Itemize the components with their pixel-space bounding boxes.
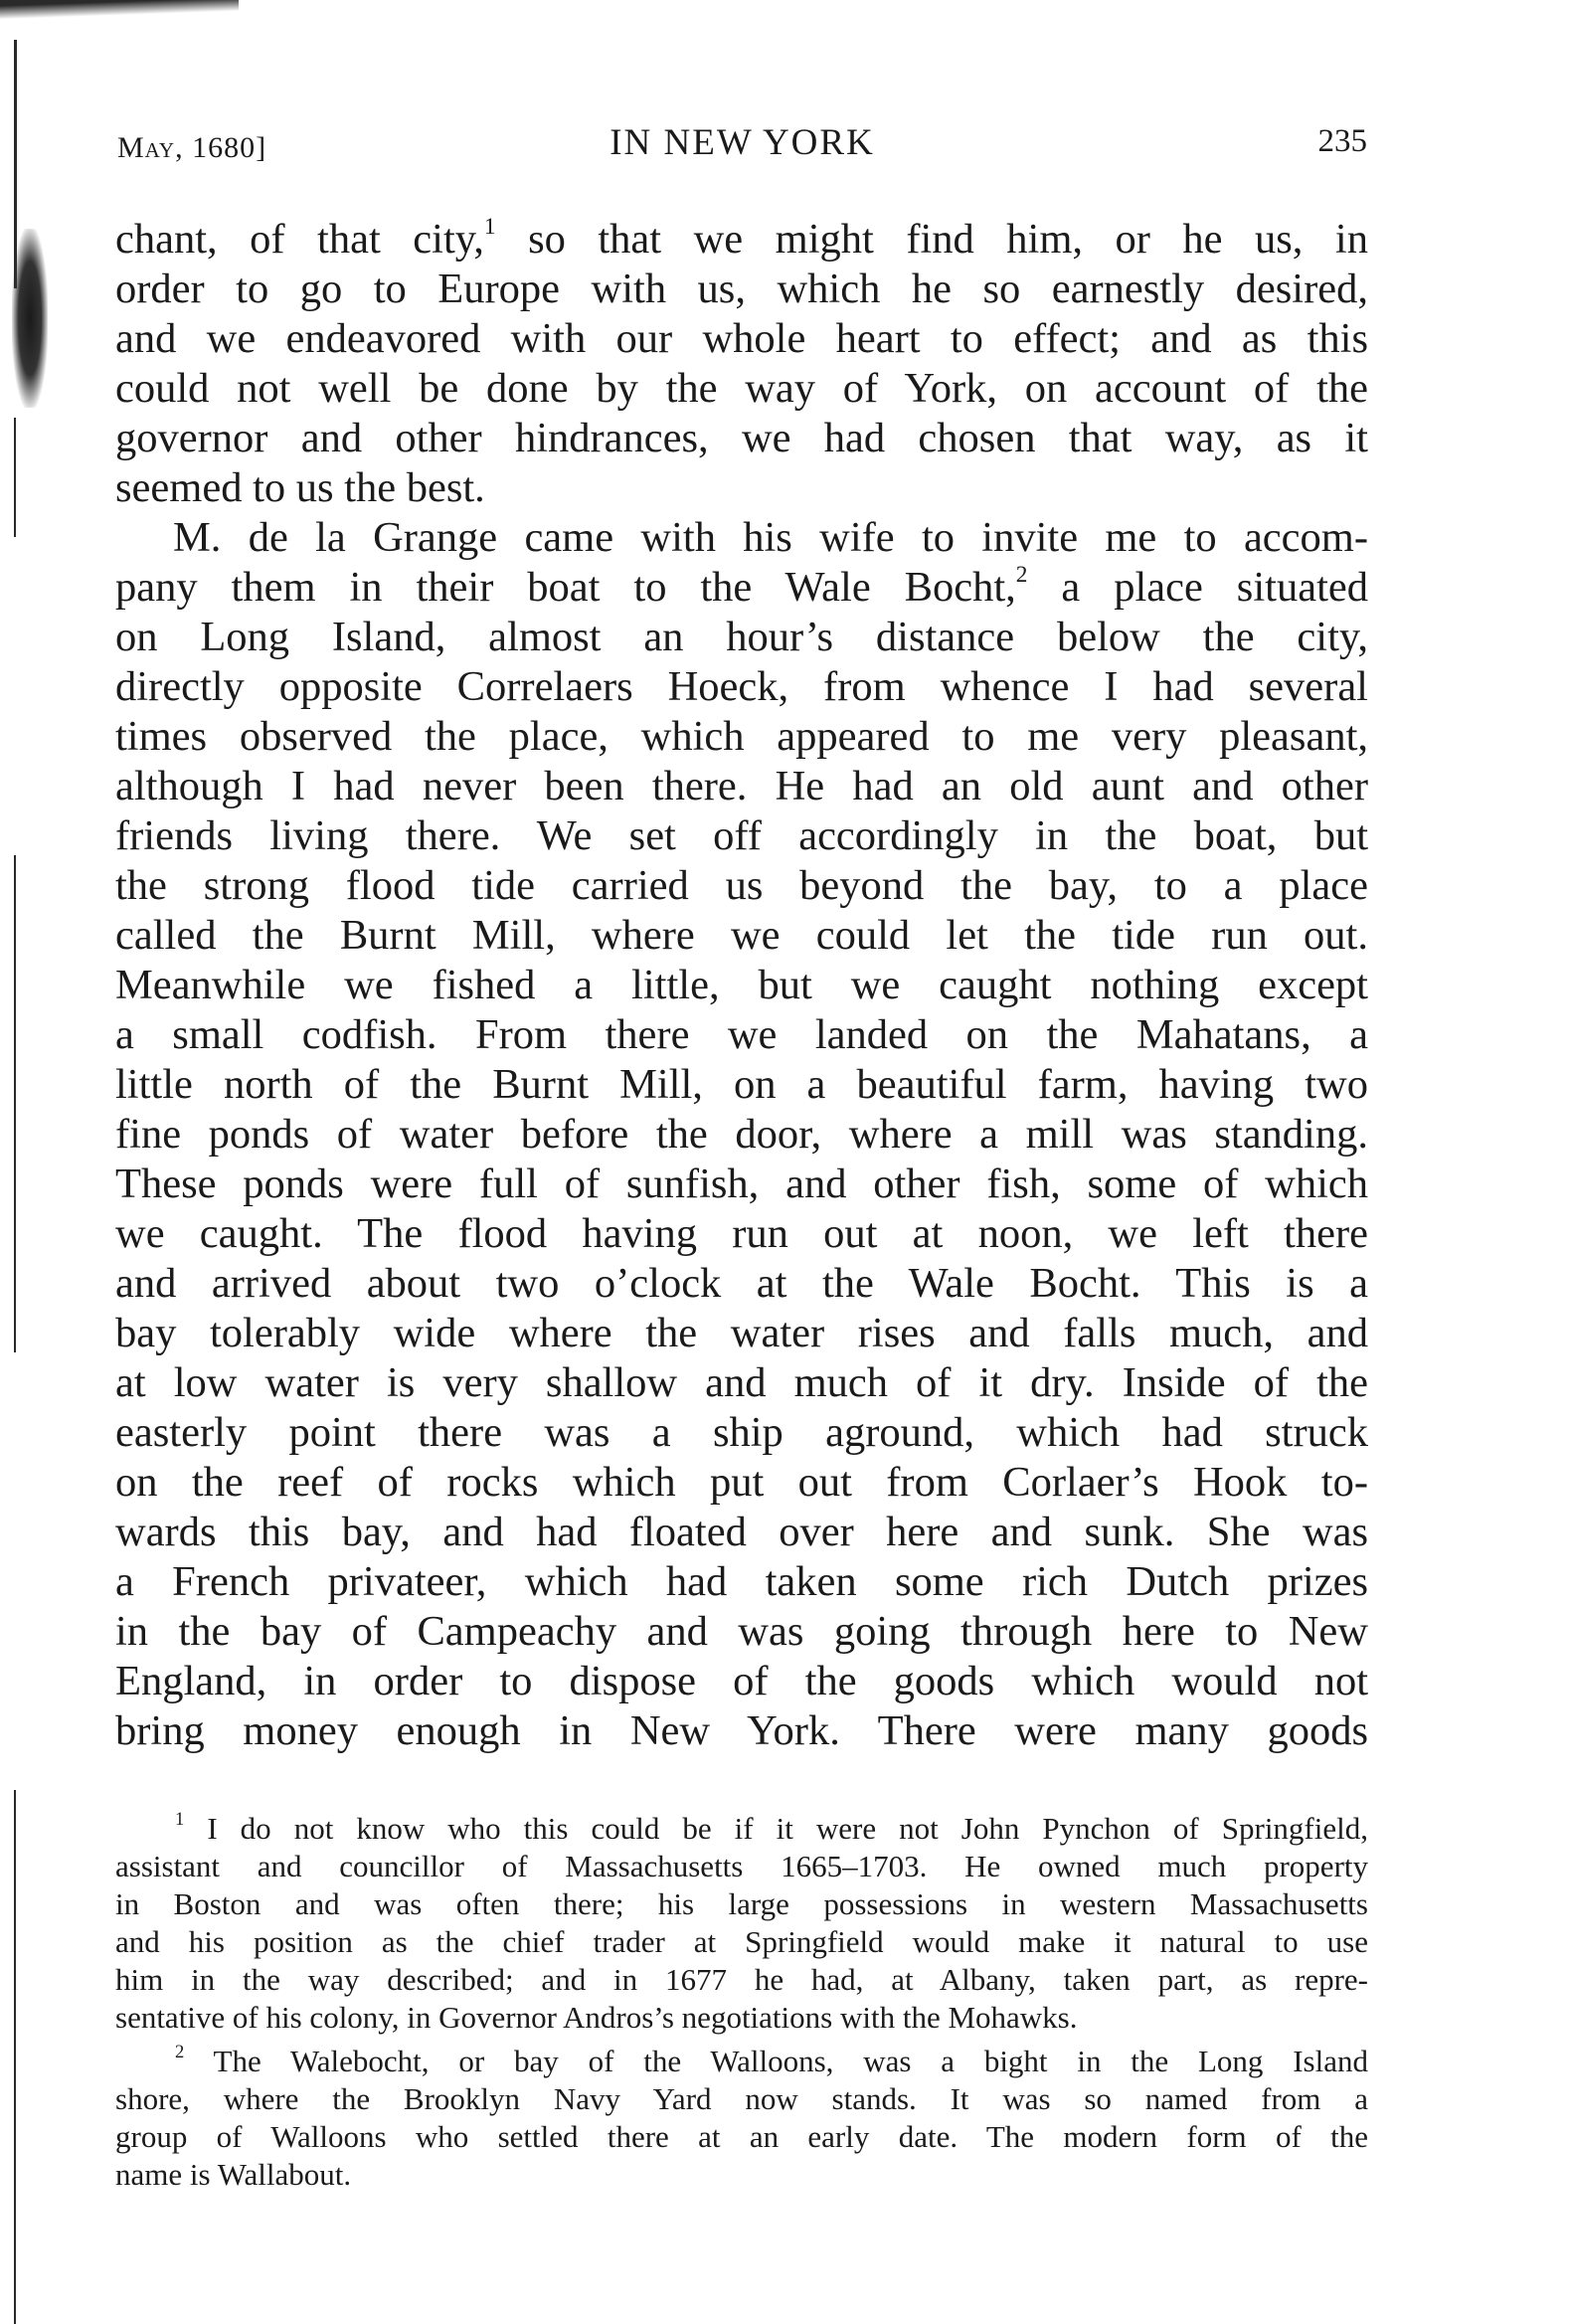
text-line: and we endeavored with our whole heart to effect; and as this — [115, 315, 1368, 362]
text-line: easterly point there was a ship aground, which had struck — [115, 1409, 1368, 1456]
footnote-line: in Boston and was often there; his large possessions in western Massachusetts — [115, 1886, 1368, 1921]
footnote-line: him in the way described; and in 1677 he had, at Albany, taken part, as repre- — [115, 1962, 1368, 1997]
text-line: wards this bay, and had floated over here and sunk. She was — [115, 1509, 1368, 1555]
text-line: bay tolerably wide where the water rises and falls much, and — [115, 1310, 1368, 1356]
text-line: times observed the place, which appeared to me very pleasant, — [115, 713, 1368, 760]
text-line: Meanwhile we fished a little, but we caught nothing except — [115, 962, 1368, 1008]
text-line: England, in order to dispose of the goods which would not — [115, 1658, 1368, 1704]
footnotes — [115, 1810, 1368, 2200]
text-line: governor and other hindrances, we had chosen that way, as it — [115, 415, 1368, 461]
scan-edge-blot — [12, 229, 48, 408]
scan-edge-line — [14, 855, 16, 1352]
footnote-line: sentative of his colony, in Governor Andros’s negotiations with the Mohawks. — [115, 2000, 1078, 2035]
text-line: although I had never been there. He had an old aunt and other — [115, 763, 1368, 809]
text-line: chant, of that city,$^1$ so that we might find him, or he us, in — [115, 214, 1368, 263]
text-line: friends living there. We set off accordingly in the boat, but — [115, 812, 1368, 859]
footnote-ref-1[interactable]: 1 — [483, 214, 496, 241]
footnote-line: $^2$ The Walebocht, or bay of the Walloons, was a bight in the Long Island — [175, 2041, 1368, 2078]
text-line: pany them in their boat to the Wale Bocht,$^2$ a place situated — [115, 562, 1368, 611]
scan-edge-line — [14, 418, 16, 537]
text-line: could not well be done by the way of York, on account of the — [115, 365, 1368, 412]
text-line: the strong flood tide carried us beyond the bay, to a place — [115, 862, 1368, 909]
text-line: in the bay of Campeachy and was going through here to New — [115, 1608, 1368, 1655]
running-head-title: IN NEW YORK — [610, 122, 875, 163]
text-line: fine ponds of water before the door, where a mill was standing. — [115, 1111, 1368, 1158]
text-line: bring money enough in New York. There were many goods — [115, 1707, 1368, 1754]
footnote-ref-2[interactable]: 2 — [1015, 562, 1028, 589]
text-line: on the reef of rocks which put out from Corlaer’s Hook to- — [115, 1459, 1368, 1506]
footnote-line: $^1$ I do not know who this could be if it were not John Pynchon of Springfield, — [175, 1808, 1368, 1846]
text-line: seemed to us the best. — [115, 464, 485, 511]
text-line: and arrived about two o’clock at the Wale Bocht. This is a — [115, 1260, 1368, 1307]
text-line: a small codfish. From there we landed on the Mahatans, a — [115, 1011, 1368, 1058]
scan-edge-shadow — [0, 0, 239, 40]
page-number: 235 — [1317, 123, 1367, 159]
footnote-2 — [115, 2043, 1368, 2194]
footnote-line: shore, where the Brooklyn Navy Yard now stands. It was so named from a — [115, 2081, 1368, 2116]
footnote-line: name is Wallabout. — [115, 2157, 352, 2192]
text-line: called the Burnt Mill, where we could let the tide run out. — [115, 912, 1368, 959]
text-line: order to go to Europe with us, which he so earnestly desired, — [115, 266, 1368, 312]
text-line: at low water is very shallow and much of it dry. Inside of the — [115, 1359, 1368, 1406]
footnote-marker-1: 1 — [175, 1808, 185, 1830]
scan-edge-line — [14, 1790, 16, 2324]
text-line: M. de la Grange came with his wife to invite me to accom- — [173, 514, 1368, 561]
text-line: a French privateer, which had taken some rich Dutch prizes — [115, 1558, 1368, 1605]
body-text — [115, 215, 1368, 1756]
footnote-line: group of Walloons who settled there at an early date. The modern form of the — [115, 2119, 1368, 2154]
footnote-marker-2: 2 — [175, 2041, 185, 2062]
footnote-line: and his position as the chief trader at Springfield would make it natural to use — [115, 1924, 1368, 1959]
text-line: These ponds were full of sunfish, and other fish, some of which — [115, 1161, 1368, 1207]
text-line: little north of the Burnt Mill, on a beautiful farm, having two — [115, 1061, 1368, 1108]
running-head — [117, 121, 1367, 181]
text-line: directly opposite Correlaers Hoeck, from whence I had several — [115, 663, 1368, 710]
running-head-date: May, 1680] — [117, 131, 267, 164]
footnote-1 — [115, 1810, 1368, 2037]
paragraph-1 — [115, 215, 1368, 513]
text-line: we caught. The flood having run out at noon, we left there — [115, 1210, 1368, 1257]
text-line: on Long Island, almost an hour’s distance below the city, — [115, 614, 1368, 660]
paragraph-2 — [115, 513, 1368, 1756]
footnote-line: assistant and councillor of Massachusetts 1665–1703. He owned much property — [115, 1849, 1368, 1883]
